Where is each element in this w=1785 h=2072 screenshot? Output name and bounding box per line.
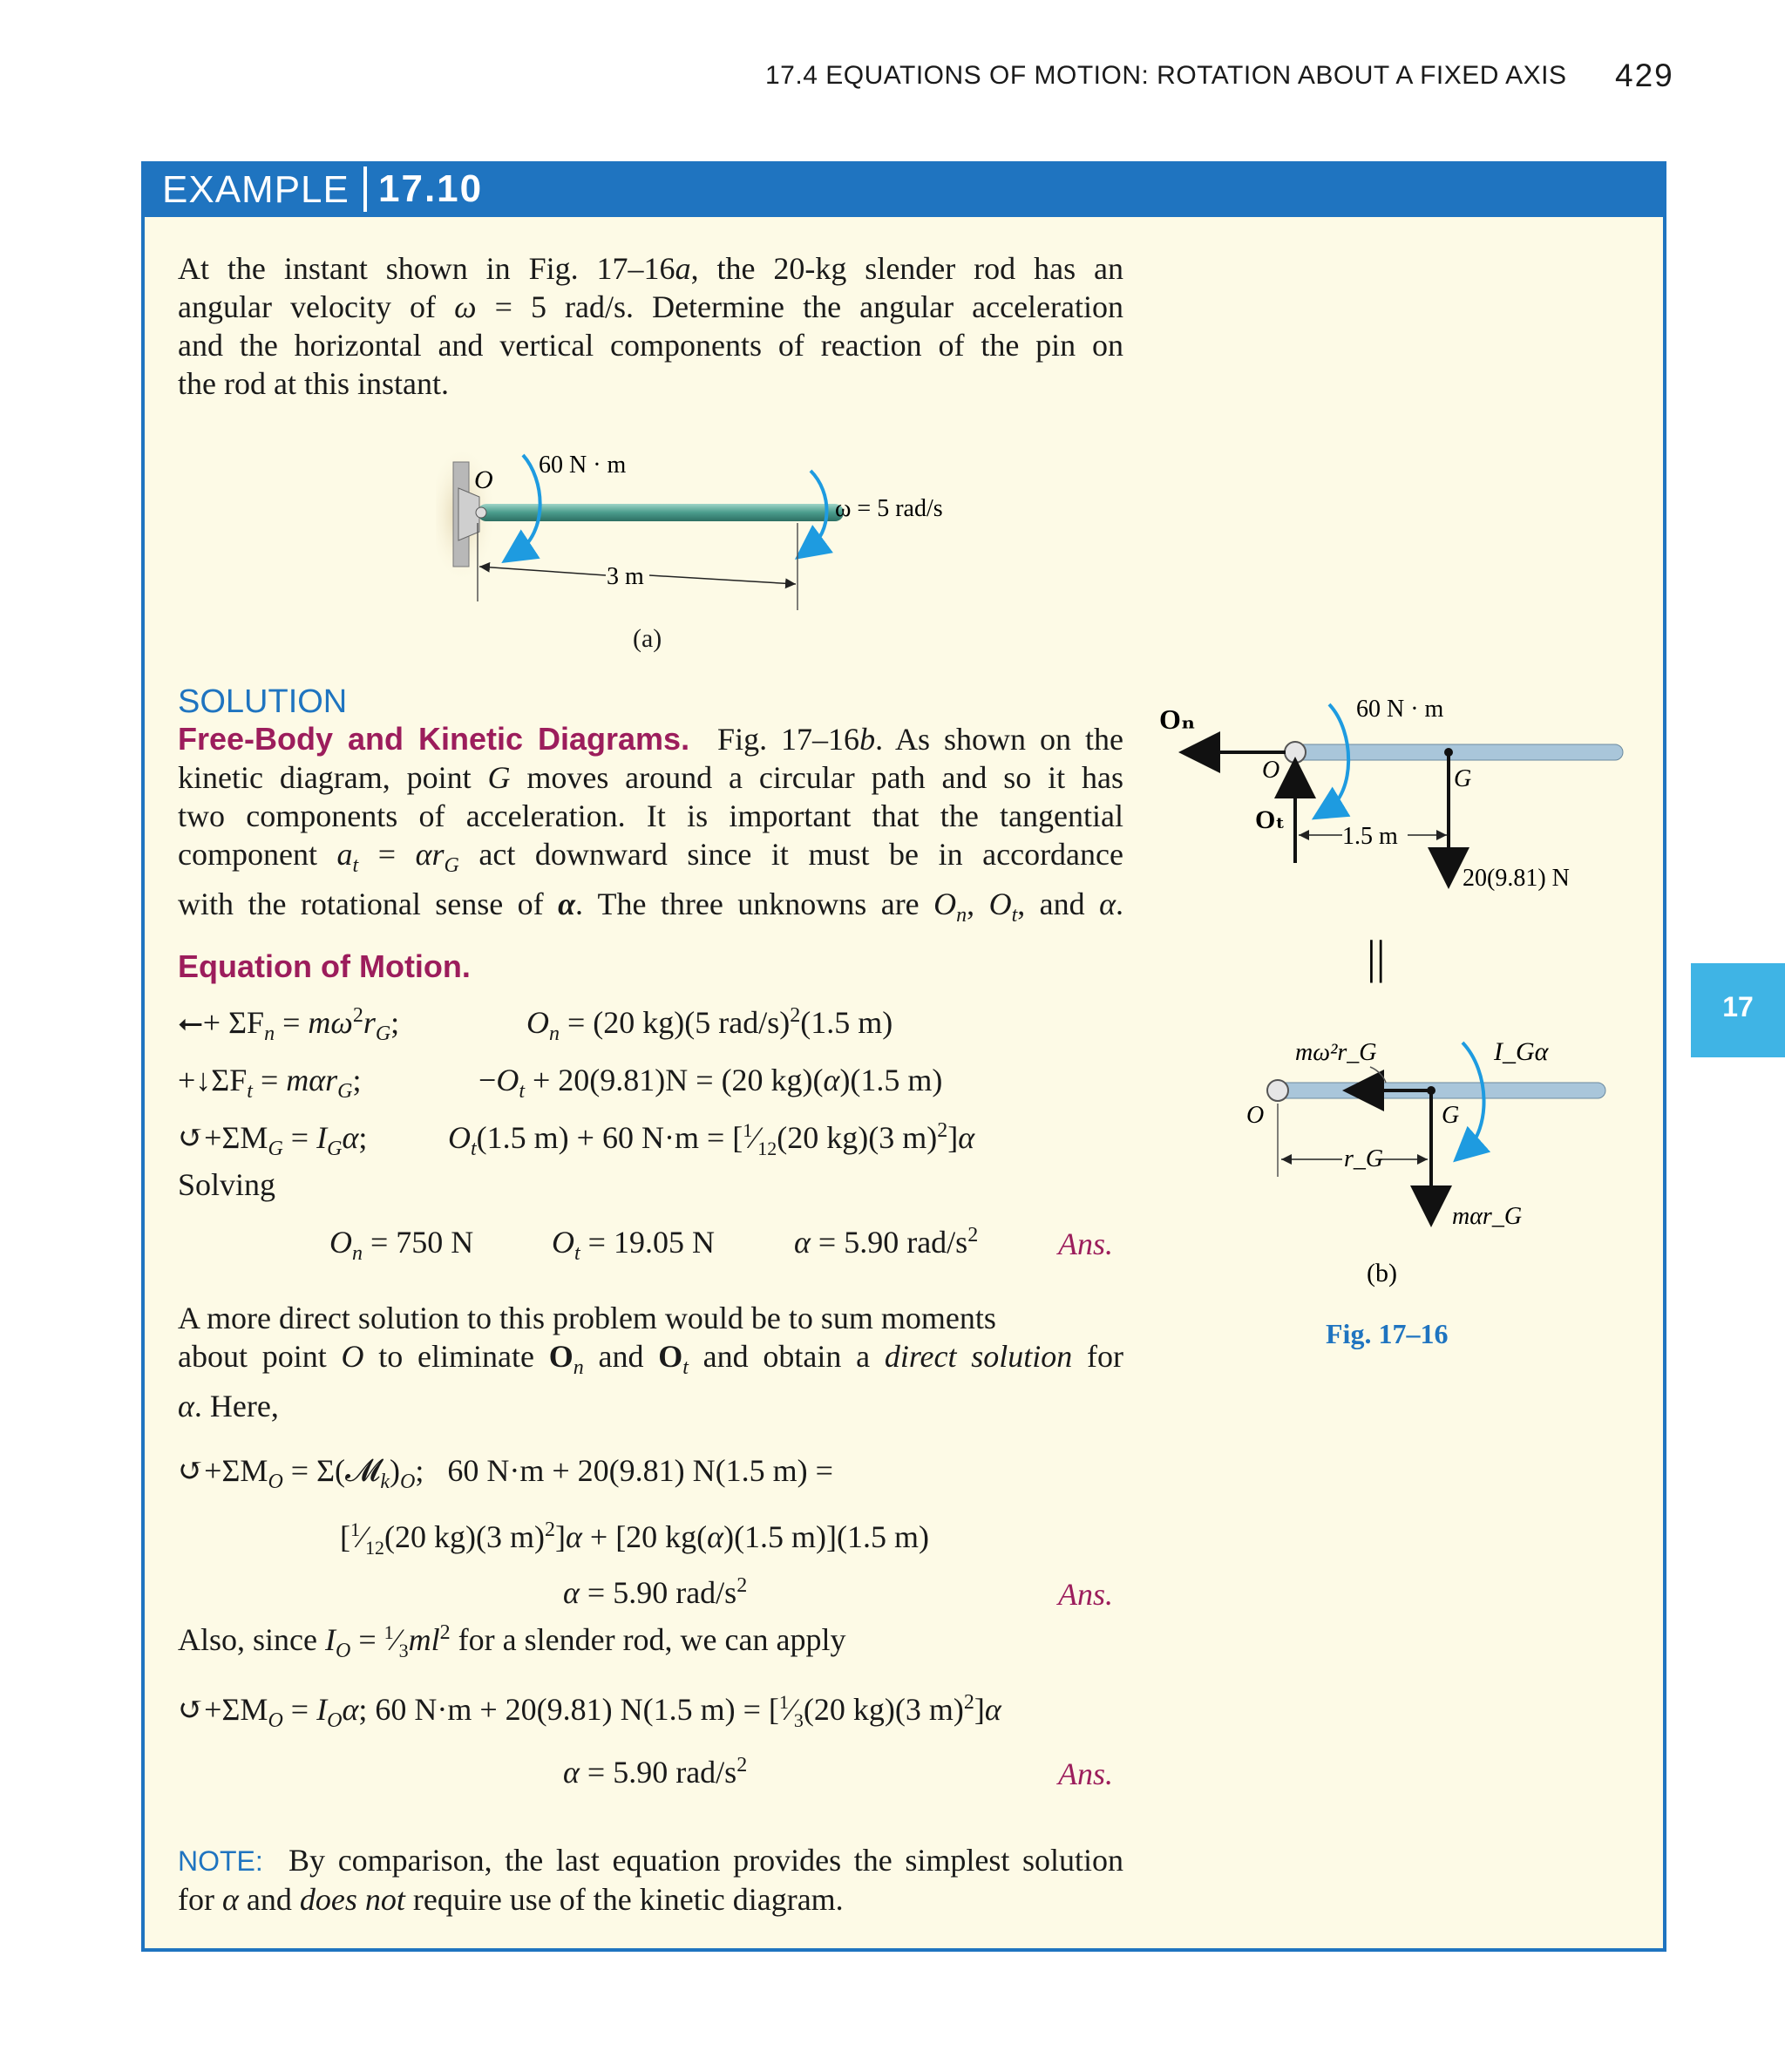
section-header: 17.4 EQUATIONS OF MOTION: ROTATION ABOUT A FIXED AXIS xyxy=(765,61,1567,90)
fbd-line: two components of acceleration. It is important that the tangential xyxy=(178,798,1123,833)
label-O: O xyxy=(474,465,493,494)
fbd-line: Free-Body and Kinetic Diagrams. Fig. 17–16b. As shown on the xyxy=(178,721,1123,757)
answer-mark-3: Ans. xyxy=(1058,1756,1113,1791)
answer-mark-1: Ans. xyxy=(1058,1226,1113,1261)
Iga-label: I_Gα xyxy=(1494,1037,1549,1066)
eom-heading: Equation of Motion. xyxy=(178,948,471,984)
example-word: EXAMPLE xyxy=(162,168,350,211)
dim-line-right xyxy=(649,575,796,584)
slender-rod xyxy=(478,504,844,521)
rg-label: r_G xyxy=(1344,1145,1384,1172)
fig-b-caption: (b) xyxy=(1367,1259,1397,1287)
direct-line: α. Here, xyxy=(178,1389,279,1424)
fbd-line: kinetic diagram, point G moves around a circular path and so it has xyxy=(178,760,1123,795)
fbd-line: component $a_t = \alpha r_G$ act downward since it must be in accordance xyxy=(178,837,1123,878)
chapter-tab: 17 xyxy=(1691,963,1785,1057)
Ot-label: Oₜ xyxy=(1255,805,1286,834)
dim-line-left xyxy=(479,567,606,575)
equation-sum-Ft: $+↓\Sigma F_t = m\alpha r_G$; $-O_t + 20(9.81)N = (20$ kg)(α)(1.5 m) xyxy=(178,1063,943,1104)
mw2rg-label: mω²r_G xyxy=(1295,1039,1377,1066)
figure-a xyxy=(436,436,1002,662)
O-label-kd: O xyxy=(1246,1102,1265,1129)
moment-label: 60 N · m xyxy=(539,452,627,479)
weight-label: 20(9.81) N xyxy=(1463,865,1570,892)
dist-label: 1.5 m xyxy=(1342,823,1398,850)
equation-IO-alpha: $↺+\Sigma M_O = I_O\alpha$; 60 N·m + 20(9.81) N(1.5 $m) = [^1⁄_3(20$ kg)(3 m)$^2$]α xyxy=(178,1691,1001,1733)
solution-heading: SOLUTION xyxy=(178,683,348,720)
kd-pin xyxy=(1267,1080,1288,1101)
example-title-bar xyxy=(141,161,1666,217)
equation-sum-MO-cont: [$^1⁄_{12}(20$ kg)(3 m)$^2$]α + [20 kg(α)(1.5 m)](1.5 m) xyxy=(340,1518,930,1559)
answer-mark-2: Ans. xyxy=(1058,1577,1113,1612)
fbd-pin xyxy=(1285,742,1306,763)
equation-sum-Fn: ⭠+ $\Sigma F_n = m\omega^2r_G$; $O_n = (20$ kg)(5 rad/s)$^2$(1.5 m) xyxy=(178,1004,893,1046)
pin-O xyxy=(476,507,486,518)
O-label-fbd: O xyxy=(1262,757,1280,784)
note-paragraph xyxy=(178,1841,1123,1919)
also-line: Also, since $I_O$ = $^1⁄_3ml^2$ for a slender rod, we can apply xyxy=(178,1621,846,1663)
On-label: Oₙ xyxy=(1159,703,1196,735)
equation-sum-MG: $↺+\Sigma M_G = I_G\alpha$; $O_t(1.5$ m) + 60 $N\cdot m = [^1⁄_{12}(20$ kg)(3 m)$^2$]α xyxy=(178,1119,975,1161)
figure-b xyxy=(1142,680,1639,1290)
solving-label: Solving xyxy=(178,1167,276,1202)
fbd-rod xyxy=(1292,744,1623,760)
problem-line: the rod at this instant. xyxy=(178,366,449,401)
title-separator xyxy=(363,166,367,212)
G-label-fbd: G xyxy=(1454,765,1472,792)
alpha-result-2: α = 5.90 rad/$s^2$ xyxy=(563,1574,748,1610)
note-line: NOTE: By comparison, the last equation provides the simplest solution xyxy=(178,1843,1123,1878)
direct-line: A more direct solution to this problem would be to sum moments xyxy=(178,1301,996,1335)
kd-rod xyxy=(1274,1083,1605,1098)
direct-paragraph xyxy=(178,1299,1123,1425)
length-label: 3 m xyxy=(607,563,644,590)
moment-label-b: 60 N · m xyxy=(1356,696,1444,723)
G-label-kd: G xyxy=(1442,1102,1460,1129)
fbd-line: with the rotational sense of α. The three unknowns are $O_n$, $O_t$, and α. xyxy=(178,887,1124,927)
fbd-paragraph xyxy=(178,720,1123,934)
equals-sign: || xyxy=(1367,931,1386,983)
problem-statement xyxy=(178,249,1123,403)
problem-line: At the instant shown in Fig. 17–16a, the 20-kg slender rod has an xyxy=(178,251,1123,286)
marg-label: mαr_G xyxy=(1452,1203,1523,1230)
equation-sum-MO: $↺+\Sigma M_O$ = $\Sigma(𝓜_k)_O$; 60 N·m + 20(9.81) N(1.5 m) = xyxy=(178,1453,833,1494)
mw2rg-leader xyxy=(1370,1067,1386,1083)
page-number: 429 xyxy=(1615,58,1674,93)
problem-line: angular velocity of ω = 5 rad/s. Determine the angular acceleration xyxy=(178,289,1123,324)
omega-label: ω = 5 rad/s xyxy=(835,495,943,522)
figure-caption: Fig. 17–16 xyxy=(1326,1318,1449,1349)
note-line: for α and does not require use of the kinetic diagram. xyxy=(178,1882,844,1917)
alpha-result-3: α = 5.90 rad/$s^2$ xyxy=(563,1754,748,1790)
results-line: $O_n = 750$ N $O_t = 19.05$ N α = 5.90 rad/$s^2$ xyxy=(329,1224,979,1266)
problem-line: and the horizontal and vertical components of reaction of the pin on xyxy=(178,328,1123,363)
fig-a-caption: (a) xyxy=(633,624,662,653)
example-number: 17.10 xyxy=(378,167,484,210)
direct-line: about point O to eliminate $O_n$ and $O_t$ and obtain a direct solution for xyxy=(178,1339,1123,1380)
